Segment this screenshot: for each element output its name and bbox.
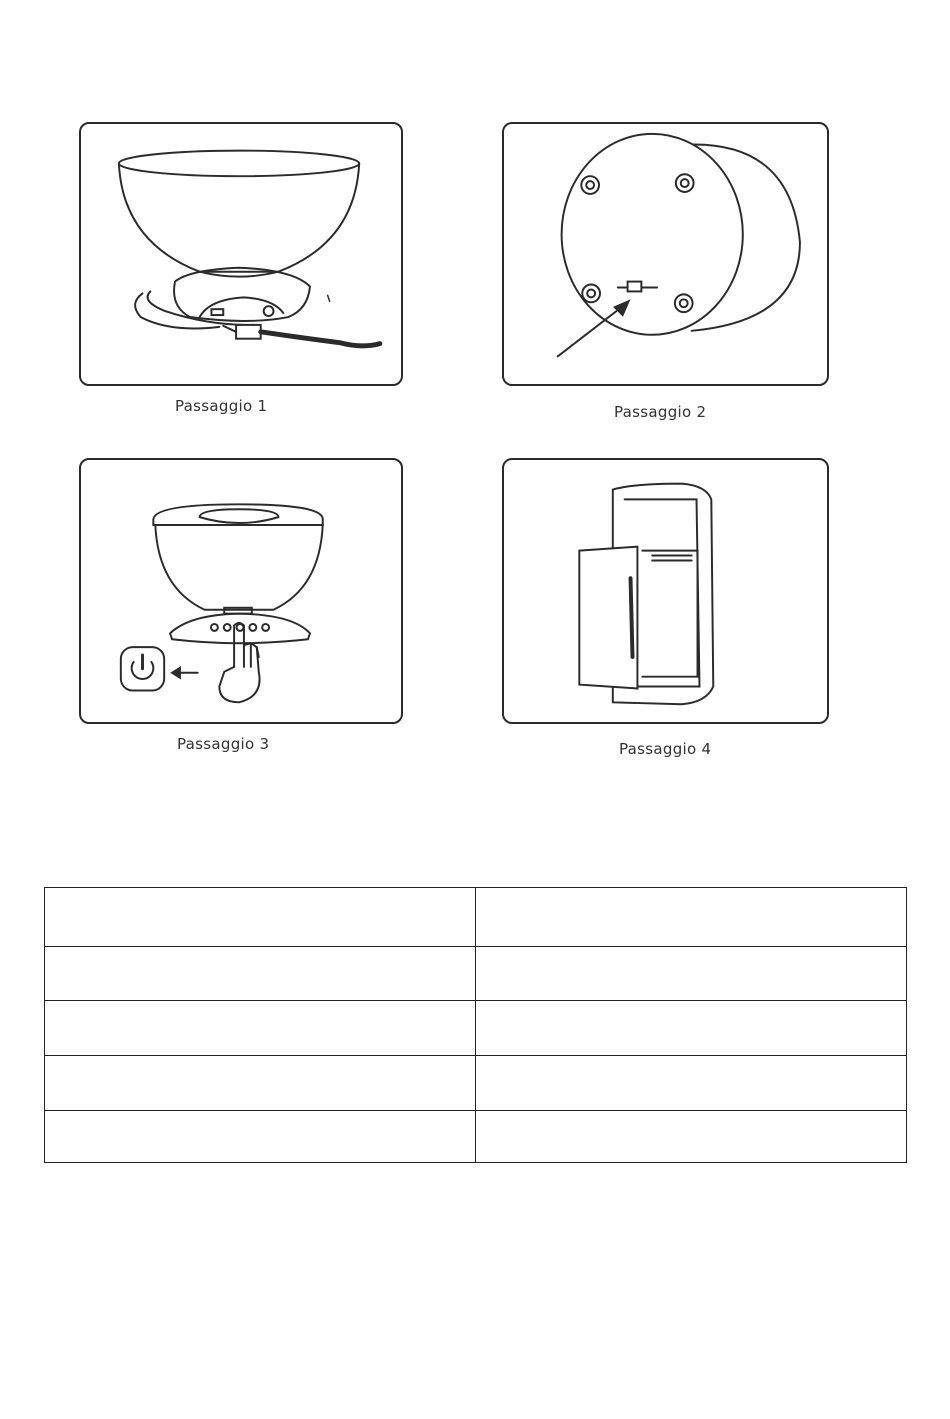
step-1-illustration xyxy=(79,122,403,386)
specs-table xyxy=(44,887,907,1163)
step-2-caption: Passaggio 2 xyxy=(614,403,707,421)
table-cell xyxy=(45,1056,476,1111)
table-cell xyxy=(476,1056,907,1111)
table-cell xyxy=(45,888,476,947)
table-cell xyxy=(476,1111,907,1163)
table-cell xyxy=(45,1001,476,1056)
table-row xyxy=(45,888,907,947)
step-3-caption: Passaggio 3 xyxy=(177,735,270,753)
table-row xyxy=(45,947,907,1001)
table-row xyxy=(45,1001,907,1056)
step-3-illustration xyxy=(79,458,403,724)
lamp-usb-icon xyxy=(81,124,401,384)
step-2-illustration xyxy=(502,122,829,386)
table-row xyxy=(45,1111,907,1163)
table-cell xyxy=(45,1111,476,1163)
table-cell xyxy=(476,888,907,947)
step-4-illustration xyxy=(502,458,829,724)
table-row xyxy=(45,1056,907,1111)
power-press-icon xyxy=(81,460,401,722)
table-cell xyxy=(45,947,476,1001)
step-4-caption: Passaggio 4 xyxy=(619,740,712,758)
base-bottom-icon xyxy=(504,124,827,384)
table-cell xyxy=(476,947,907,1001)
step-1-caption: Passaggio 1 xyxy=(175,397,268,415)
battery-compartment-icon xyxy=(504,460,827,722)
table-cell xyxy=(476,1001,907,1056)
